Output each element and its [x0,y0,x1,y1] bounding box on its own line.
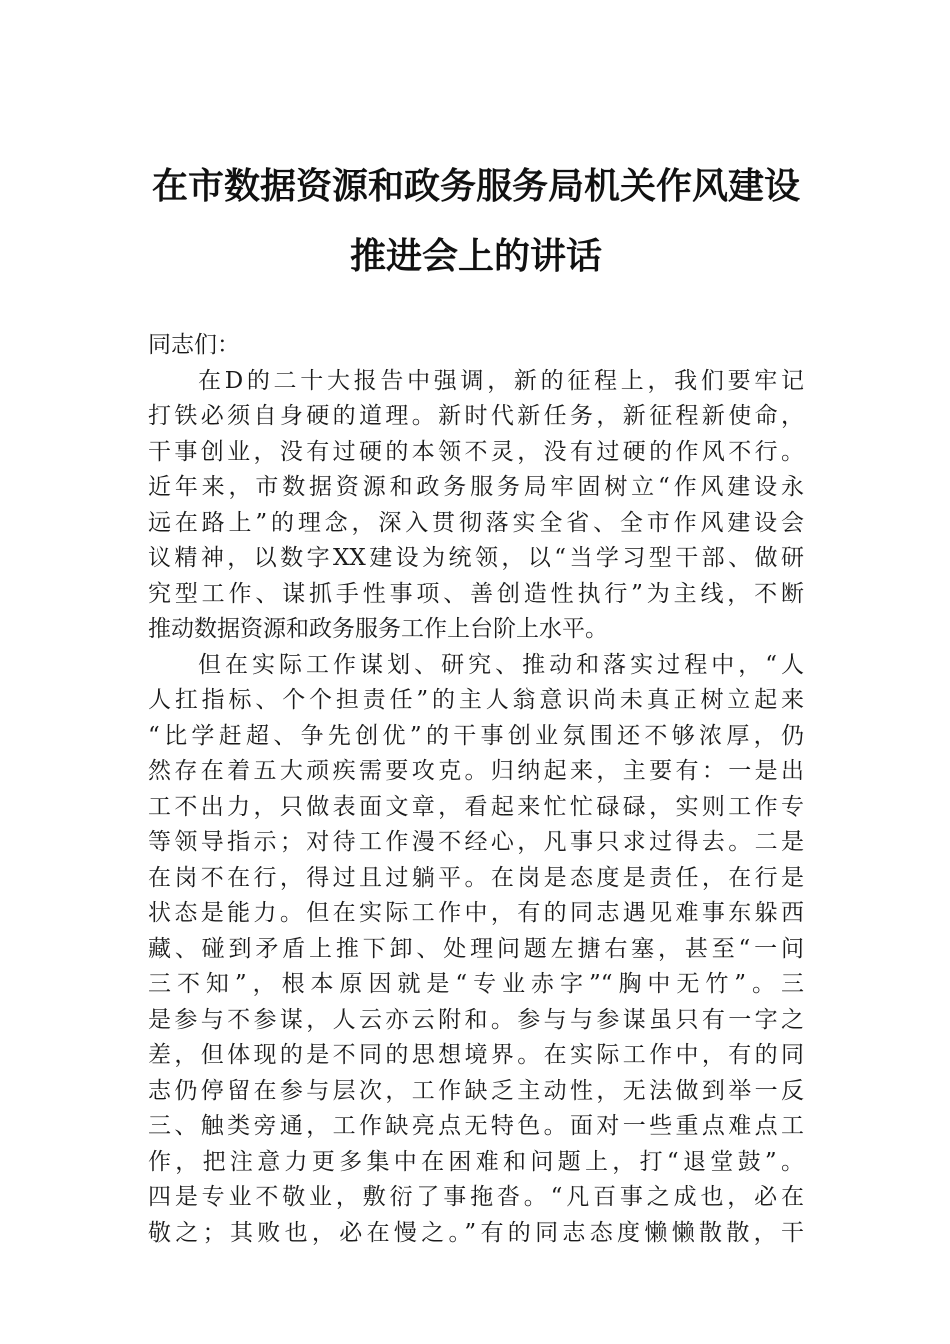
body-line: 议精神，以数字XX建设为统领，以“当学习型干部、做研 [148,545,804,571]
document-body [148,328,804,1251]
body-line: 究型工作、谋抓手性事项、善创造性执行”为主线，不断 [148,580,804,607]
body-line: 近年来，市数据资源和政务服务局牢固树立“作风建设永 [148,474,804,500]
body-line: 是参与不参谋，人云亦云附和。参与与参谋虽只有一字之 [148,1006,804,1033]
body-line: 干事创业，没有过硬的本领不灵，没有过硬的作风不行。 [148,438,804,465]
body-line: 打铁必须自身硬的道理。新时代新任务，新征程新使命， [148,403,804,429]
body-line: 敬之；其败也，必在慢之。”有的同志态度懒懒散散，干 [148,1219,804,1246]
body-line: 但在实际工作谋划、研究、推动和落实过程中，“人 [198,651,804,678]
body-line: 远在路上”的理念，深入贯彻落实全省、全市作风建设会 [148,509,804,536]
body-line: 然存在着五大顽疾需要攻克。归纳起来，主要有：一是出 [148,758,804,784]
body-line: 三、触类旁通，工作缺亮点无特色。面对一些重点难点工 [148,1113,804,1139]
body-line: 推动数据资源和政务服务工作上台阶上水平。 [148,616,608,642]
body-line: 三不知”，根本原因就是“专业赤字”“胸中无竹”。三 [148,971,804,997]
document-title-line-2: 推进会上的讲话 [349,235,602,277]
body-line: 在岗不在行，得过且过躺平。在岗是态度是责任，在行是 [148,864,804,891]
body-line: 等领导指示；对待工作漫不经心，凡事只求过得去。二是 [148,829,804,855]
document-title-line-1: 在市数据资源和政务服务局机关作风建设 [151,165,800,207]
body-line: 作，把注意力更多集中在困难和问题上，打“退堂鼓”。 [148,1148,804,1175]
salutation: 同志们： [148,332,240,358]
body-line: 四是专业不敬业，敷衍了事拖沓。“凡百事之成也，必在 [148,1184,804,1210]
body-line: 藏、碰到矛盾上推下卸、处理问题左搪右塞，甚至“一问 [148,935,804,962]
body-line: 差，但体现的是不同的思想境界。在实际工作中，有的同 [148,1042,804,1068]
body-line: 在D的二十大报告中强调，新的征程上，我们要牢记 [198,367,804,394]
body-line: 人扛指标、个个担责任”的主人翁意识尚未真正树立起来 [148,687,804,713]
body-line: “比学赶超、争先创优”的干事创业氛围还不够浓厚，仍 [148,722,804,749]
body-line: 状态是能力。但在实际工作中，有的同志遇见难事东躲西 [148,900,804,926]
body-line: 志仍停留在参与层次，工作缺乏主动性，无法做到举一反 [148,1077,804,1104]
body-line: 工不出力，只做表面文章，看起来忙忙碌碌，实则工作专 [148,793,804,820]
